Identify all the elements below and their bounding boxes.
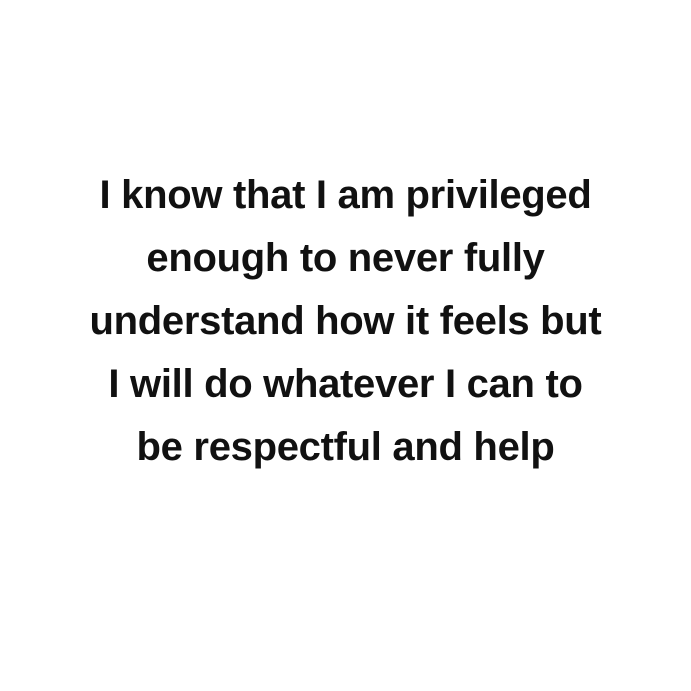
statement-line-2: enough to never fully — [146, 236, 545, 280]
statement-line-5: be respectful and help — [136, 425, 555, 469]
statement-line-1: I know that I am privileged — [99, 173, 592, 217]
statement-text — [0, 164, 691, 479]
statement-line-4: I will do whatever I can to — [108, 362, 583, 406]
statement-line-3: understand how it feels but — [89, 299, 602, 343]
